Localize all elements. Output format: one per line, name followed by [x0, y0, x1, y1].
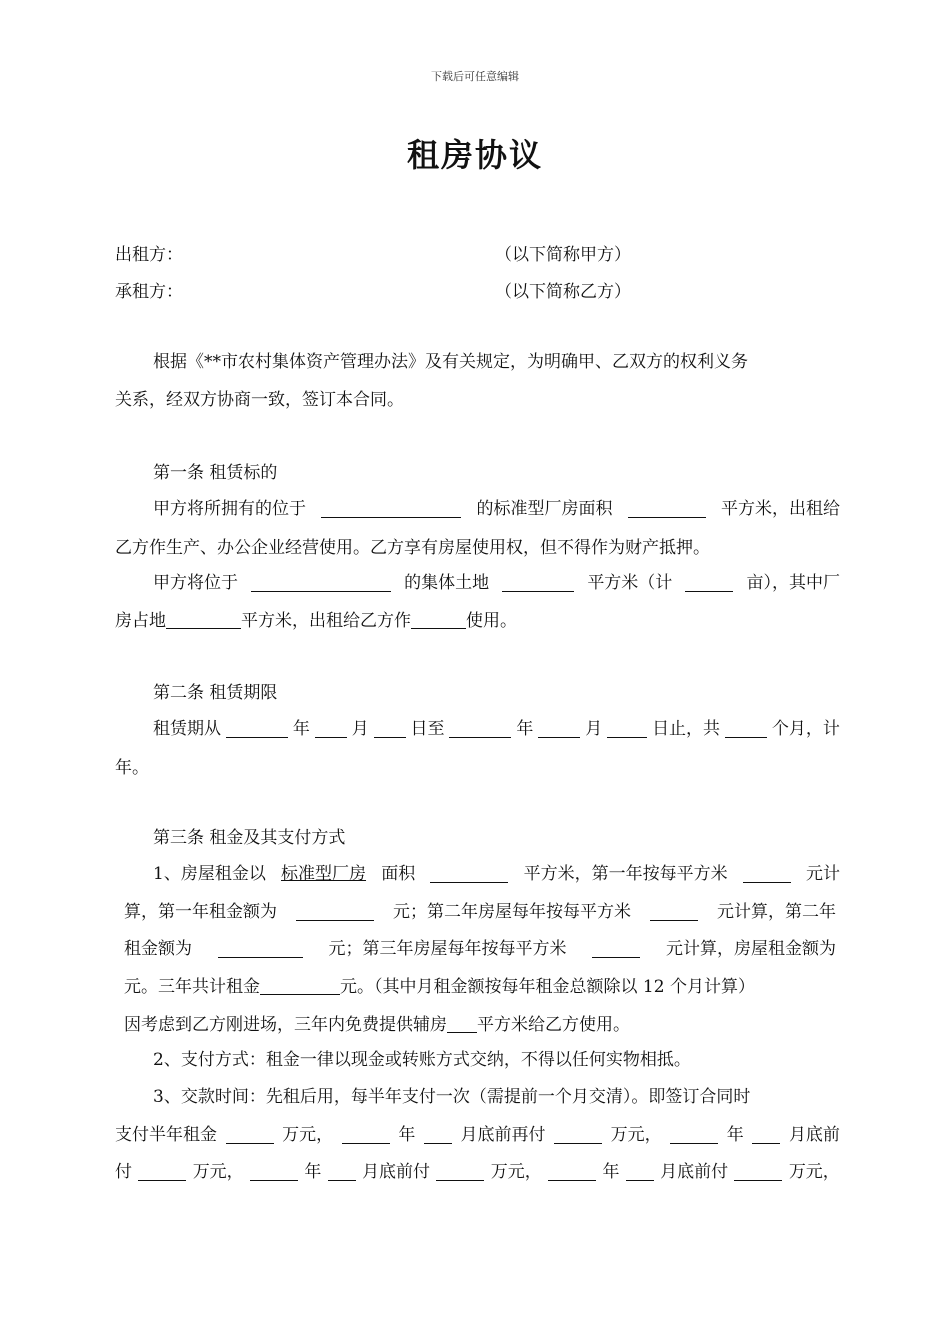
- blank-pay-5[interactable]: [734, 1160, 782, 1181]
- article-3-item-3-line-3: [115, 1160, 840, 1184]
- text: 甲方将位于: [153, 573, 238, 593]
- article-3-item-2: 2、支付方式：租金一律以现金或转账方式交纳，不得以任何实物相抵。: [153, 1050, 691, 1070]
- article-1-heading: 第一条 租赁标的: [153, 463, 278, 483]
- page-title: 租房协议: [406, 136, 543, 174]
- text: 年: [516, 719, 534, 739]
- blank-pay-year-5[interactable]: [548, 1160, 596, 1181]
- text: 租赁期从: [153, 719, 221, 739]
- text: 个月，计: [771, 719, 840, 739]
- article-3-item-1-line-5: [124, 1012, 836, 1037]
- blank-area[interactable]: [628, 497, 706, 518]
- article-2-heading: 第二条 租赁期限: [153, 683, 278, 703]
- blank-pay-year-4[interactable]: [250, 1160, 298, 1181]
- blank-land-location[interactable]: [251, 571, 391, 592]
- article-3-item-1-line-4: [124, 974, 836, 999]
- text: 平方米，出租给: [721, 499, 840, 519]
- text: 房占地: [115, 611, 166, 631]
- article-1-para-2-line-2: [115, 608, 840, 633]
- text: 元。（其中月租金额按每年租金总额除以 12 个月计算）: [340, 977, 755, 997]
- text: 月底前付: [660, 1162, 729, 1182]
- blank-land-area[interactable]: [502, 571, 574, 592]
- blank-pay-month-2[interactable]: [424, 1123, 452, 1144]
- text: 平方米，第一年按每平方米: [523, 864, 728, 884]
- article-1-para-1-line-2: 乙方作生产、办公企业经营使用。乙方享有房屋使用权，但不得作为财产抵押。: [115, 538, 710, 558]
- header-note: 下载后可任意编辑: [431, 70, 519, 83]
- text: 月: [585, 719, 603, 739]
- blank-pay-month-5[interactable]: [626, 1160, 654, 1181]
- text: 万元，: [490, 1162, 542, 1182]
- text: 元计: [805, 864, 840, 884]
- blank-start-month[interactable]: [315, 717, 347, 738]
- blank-rent-area[interactable]: [430, 862, 508, 883]
- blank-year3-price[interactable]: [592, 937, 640, 958]
- text: 月: [351, 719, 369, 739]
- blank-aux-area[interactable]: [447, 1012, 477, 1033]
- text: 年: [292, 719, 310, 739]
- text: 月底前再付: [460, 1125, 546, 1145]
- blank-plant-area[interactable]: [166, 608, 241, 629]
- blank-pay-month-4[interactable]: [328, 1160, 356, 1181]
- blank-start-day[interactable]: [374, 717, 406, 738]
- text: 付: [115, 1162, 132, 1182]
- text: 元；第二年房屋每年按每平方米: [393, 902, 631, 922]
- text: 面积: [381, 864, 416, 884]
- article-3-item-3: 3、交款时间：先租后用，每半年支付一次（需提前一个月交清）。即签订合同时: [153, 1087, 751, 1107]
- text: 日至: [410, 719, 445, 739]
- blank-three-year-total[interactable]: [260, 974, 340, 995]
- text: 元；第三年房屋每年按每平方米: [328, 939, 567, 959]
- text: 元计算，第二年: [717, 902, 836, 922]
- blank-pay-month-3[interactable]: [752, 1123, 780, 1144]
- text: 的集体土地: [404, 573, 490, 593]
- text: 万元，: [610, 1125, 662, 1145]
- blank-pay-3[interactable]: [138, 1160, 186, 1181]
- blank-pay-1[interactable]: [226, 1123, 274, 1144]
- text: 算，第一年租金额为: [124, 902, 277, 922]
- article-2-period: [153, 717, 840, 741]
- blank-year1-price[interactable]: [743, 862, 791, 883]
- text: 日止，共: [652, 719, 721, 739]
- text: 年: [602, 1162, 620, 1182]
- blank-year2-price[interactable]: [650, 900, 698, 921]
- blank-usage[interactable]: [411, 608, 466, 629]
- article-3-item-3-line-2: [115, 1123, 840, 1147]
- text: 1、房屋租金以: [153, 864, 266, 884]
- text: 的标准型厂房面积: [476, 499, 613, 519]
- text: 月底前付: [362, 1162, 431, 1182]
- text: 万元，: [282, 1125, 334, 1145]
- blank-months[interactable]: [725, 717, 767, 738]
- preamble-line-1: 根据《**市农村集体资产管理办法》及有关规定，为明确甲、乙双方的权利义务: [153, 352, 748, 372]
- text: 年: [726, 1125, 744, 1145]
- text: 万元，: [788, 1162, 840, 1182]
- text: 年: [398, 1125, 416, 1145]
- rent-type: 标准型厂房: [281, 864, 367, 884]
- blank-location[interactable]: [321, 497, 461, 518]
- blank-end-month[interactable]: [538, 717, 580, 738]
- blank-end-year[interactable]: [449, 717, 511, 738]
- text: 使用。: [466, 611, 517, 631]
- article-1-para-2: [153, 571, 840, 595]
- text: 元计算，房屋租金额为: [666, 939, 836, 959]
- blank-pay-year-3[interactable]: [670, 1123, 718, 1144]
- article-3-heading: 第三条 租金及其支付方式: [153, 828, 346, 848]
- preamble-line-2: 关系，经双方协商一致，签订本合同。: [115, 390, 404, 410]
- text: 月底前: [788, 1125, 840, 1145]
- text: 元。三年共计租金: [124, 977, 260, 997]
- text: 平方米给乙方使用。: [477, 1015, 630, 1035]
- article-2-line-2: 年。: [115, 758, 149, 778]
- text: 平方米，出租给乙方作: [241, 611, 411, 631]
- lessee-note: （以下简称乙方）: [495, 282, 631, 302]
- text: 亩），其中厂: [746, 573, 840, 593]
- text: 万元，: [192, 1162, 244, 1182]
- blank-pay-2[interactable]: [554, 1123, 602, 1144]
- text: 年: [304, 1162, 322, 1182]
- blank-mu[interactable]: [685, 571, 733, 592]
- blank-end-day[interactable]: [607, 717, 647, 738]
- blank-year2-total[interactable]: [218, 937, 303, 958]
- blank-year1-total[interactable]: [296, 900, 374, 921]
- article-3-item-1-line-3: [124, 937, 836, 961]
- article-3-item-1: [153, 862, 840, 886]
- article-3-item-1-line-2: [124, 900, 836, 924]
- text: 甲方将所拥有的位于: [153, 499, 306, 519]
- blank-pay-year-2[interactable]: [342, 1123, 390, 1144]
- text: 支付半年租金: [115, 1125, 217, 1145]
- article-1-para-1: [153, 497, 840, 521]
- lessor-note: （以下简称甲方）: [495, 245, 631, 265]
- lessor-label: 出租方：: [115, 245, 183, 265]
- blank-pay-4[interactable]: [436, 1160, 484, 1181]
- text: 租金额为: [124, 939, 192, 959]
- lessee-label: 承租方：: [115, 282, 183, 302]
- text: 因考虑到乙方刚进场，三年内免费提供辅房: [124, 1015, 447, 1035]
- text: 平方米（计: [587, 573, 673, 593]
- blank-start-year[interactable]: [226, 717, 288, 738]
